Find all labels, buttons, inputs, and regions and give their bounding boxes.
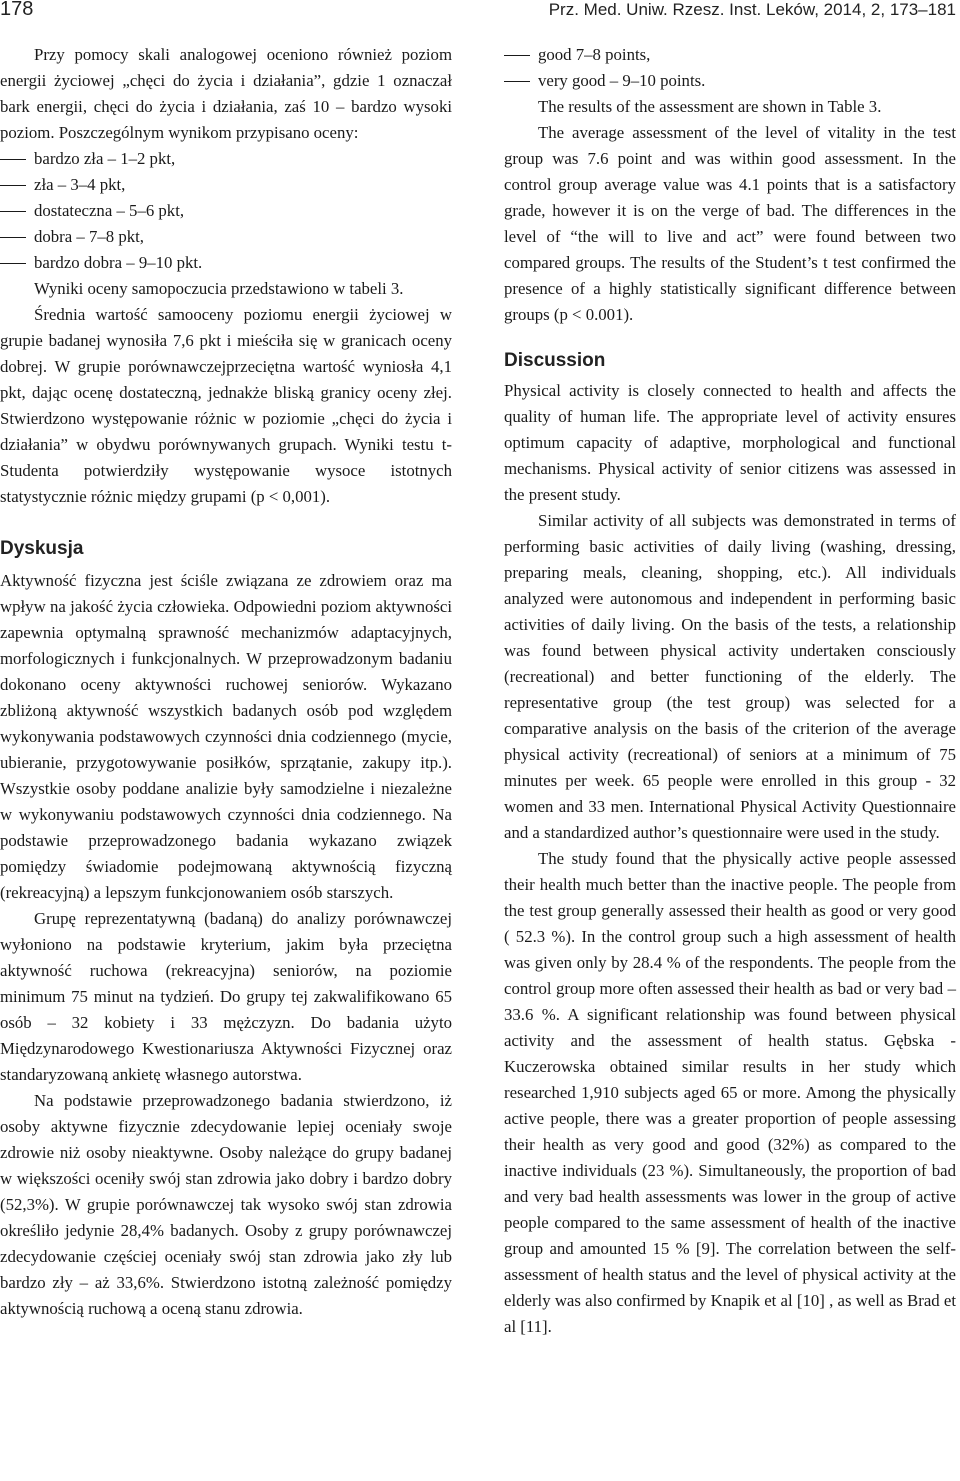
scale-item: bardzo dobra – 9–10 pkt. — [0, 250, 452, 276]
left-column-polish — [0, 42, 452, 1322]
scale-item: dostateczna – 5–6 pkt, — [0, 198, 452, 224]
discussion-paragraph: The study found that the physically active people assessed their health much better than the inactive people. The people from the test group generally assessed their health as good or very good ( 52.3 %). In the control group such a high assessment of health was given only by 28.4 % of the respondents. The people from the control group more often assessed their health as bad or very bad –33.6 %. A significant relationship was found between physical activity and the assessment of health status. Gębska - Kuczerowska obtained similar results in her study which researched 1,910 subjects aged 65 or more. Among the physically active people, there was a greater proportion of people assessing their health as very good and good (32%) as compared to the inactive individuals (23 %). Simultaneously, the proportion of bad and very bad health assessments was lower in the group of active people compared to the same assessment of health of the inactive group and amounted 15 % [9]. The correlation between the self-assessment of health status and the level of physical activity at the elderly was also confirmed by Knapik et al [10] , as well as Brad et al [11]. — [504, 849, 956, 1336]
journal-reference: Prz. Med. Uniw. Rzesz. Inst. Leków, 2014, 2, 173–181 — [548, 0, 956, 19]
table-reference: Wyniki oceny samopoczucia przedstawiono w tabeli 3. — [34, 279, 404, 298]
scale-item: good 7–8 points, — [504, 42, 956, 68]
scale-item: dobra – 7–8 pkt, — [0, 224, 452, 250]
results-paragraph: Średnia wartość samooceny poziomu energii życiowej w grupie badanej wynosiła 7,6 pkt i mieściła się w granicach oceny dobrej. W grupie porównawczejprzeciętna wartość wyniosła 4,1 pkt, dając ocenę dostateczną, jednakże bliską granicy oceny złej. Stwierdzono występowanie różnic w poziomie „chęci do życia i działania” w obydwu porównywanych grupach. Wyniki testu t-Studenta potwierdziły występowanie wysoce istotnych statystycznie różnic między grupami (p < 0,001). — [0, 305, 452, 506]
rating-scale-list — [0, 146, 452, 276]
scale-item: zła – 3–4 pkt, — [0, 172, 452, 198]
results-paragraph: The average assessment of the level of vitality in the test group was 7.6 point and was within good assessment. In the control group average value was 4.1 points that is a satisfactory grade, however it is on the verge of bad. The differences in the level of “the will to live and act” were found between two compared groups. The results of the Student’s t test confirmed the presence of a highly statistically significant difference between groups (p < 0.001). — [504, 123, 956, 324]
discussion-paragraph: Physical activity is closely connected to health and affects the quality of human life. The appropriate level of activity ensures optimum capacity of adaptive, morphological and functional mechanisms. Physical activity of senior citizens was assessed in the present study. — [504, 381, 956, 504]
rating-scale-list — [504, 42, 956, 94]
discussion-paragraph: Aktywność fizyczna jest ściśle związana ze zdrowiem oraz ma wpływ na jakość życia człowieka. Odpowiedni poziom aktywności zapewnia optymalną sprawność mechanizmów adaptacyjnych, morfologicznych i funkcjonalnych. W przeprowadzonym badaniu dokonano oceny aktywności ruchowej seniorów. Wykazano zbliżoną aktywność wszystkich badanych osób pod względem wykonywania podstawowych czynności dnia codziennego (mycie, ubieranie, przygotowywanie posiłków, sprzątanie, zakupy itp.). Wszystkie osoby poddane analizie były samodzielne i niezależne w wykonywaniu podstawowych czynności dnia codziennego. Na podstawie przeprowadzonego badania wykazano związek pomiędzy świadomie podejmowaną aktywnością fizyczną (rekreacyjną) a lepszym funkcjonowaniem osób starszych. — [0, 571, 452, 902]
section-heading: Dyskusja — [0, 538, 84, 559]
scale-item: bardzo zła – 1–2 pkt, — [0, 146, 452, 172]
table-reference: The results of the assessment are shown in Table 3. — [538, 97, 882, 116]
discussion-paragraph: Similar activity of all subjects was demonstrated in terms of performing basic activities of daily living (washing, dressing, preparing meals, cleaning, shopping, etc.). All individuals analyzed were autonomous and independent in performing basic activities of daily living. On the basis of the tests, a relationship was found between physical activity undertaken consciously (recreational) and better functioning of the elderly. The representative group (the test group) was selected for a comparative analysis on the basis of the criterion of the average physical activity (recreational) of seniors at a minimum of 75 minutes per week. 65 people were enrolled in this group - 32 women and 33 men. International Physical Activity Questionnaire and a standardized author’s questionnaire were used in the study. — [504, 511, 956, 842]
right-column-english — [504, 42, 956, 1340]
scale-item: very good – 9–10 points. — [504, 68, 956, 94]
intro-paragraph: Przy pomocy skali analogowej oceniono również poziom energii życiowej „chęci do życia i działania”, gdzie 1 oznaczał bark energii, chęci do życia i działania, zaś 10 – bardzo wysoki poziom. Poszczególnym wynikom przypisano oceny: — [0, 45, 452, 142]
page-number: 178 — [0, 0, 34, 20]
section-heading: Discussion — [504, 350, 606, 371]
discussion-paragraph: Grupę reprezentatywną (badaną) do analizy porównawczej wyłoniono na podstawie kryterium, jakim była przeciętna aktywność ruchowa (rekreacyjna) seniorów, na poziomie minimum 75 minut na tydzień. Do grupy tej zakwalifikowano 65 osób – 32 kobiety i 33 mężczyzn. Do badania użyto Międzynarodowego Kwestionariusza Aktywności Fizycznej oraz standaryzowaną ankietę własnego autorstwa. — [0, 909, 452, 1084]
discussion-paragraph: Na podstawie przeprowadzonego badania stwierdzono, iż osoby aktywne fizycznie zdecydowanie lepiej oceniały swoje zdrowie niż osoby nieaktywne. Osoby należące do grupy badanej w większości oceniły swój stan zdrowia jako dobry i bardzo dobry (52,3%). W grupie porównawczej tak wysoko swój stan zdrowia określiło jedynie 28,4% badanych. Osoby z grupy porównawczej zdecydowanie częściej oceniały swój stan zdrowia jako zły lub bardzo zły – aż 33,6%. Stwierdzono istotną zależność pomiędzy aktywnością ruchową a oceną stanu zdrowia. — [0, 1091, 452, 1318]
